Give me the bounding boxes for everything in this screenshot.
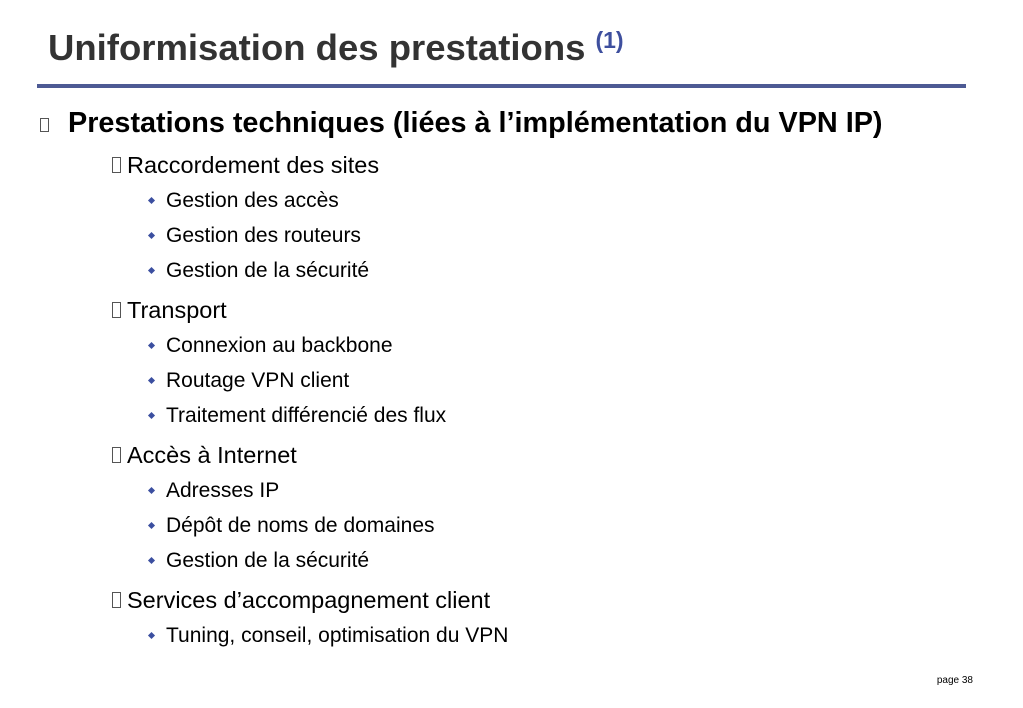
bullet-level3	[0, 363, 1023, 398]
bullet-level3	[0, 328, 1023, 363]
bullet-list	[0, 106, 1023, 653]
title-divider	[37, 84, 966, 88]
diamond-bullet-icon	[148, 412, 155, 419]
bullet-level1	[0, 106, 1023, 140]
diamond-bullet-icon	[148, 342, 155, 349]
box-bullet-icon	[112, 157, 121, 173]
slide-title-text: Uniformisation des prestations	[48, 27, 586, 68]
box-bullet-icon	[112, 302, 121, 318]
bullet-level3	[0, 508, 1023, 543]
bullet-level3	[0, 543, 1023, 578]
bullet-level1-text: Prestations techniques (liées à l’implémentation du VPN IP)	[68, 107, 883, 139]
bullet-level3	[0, 183, 1023, 218]
bullet-level3-text: Dépôt de noms de domaines	[166, 514, 435, 537]
bullet-level3	[0, 253, 1023, 288]
box-bullet-icon	[112, 447, 121, 463]
bullet-level2	[0, 582, 1023, 618]
box-bullet-icon	[40, 118, 49, 132]
diamond-bullet-icon	[148, 487, 155, 494]
bullet-group	[0, 292, 1023, 433]
bullet-level3	[0, 473, 1023, 508]
bullet-level3	[0, 618, 1023, 653]
bullet-level3-text: Traitement différencié des flux	[166, 404, 447, 427]
bullet-group	[0, 437, 1023, 578]
bullet-group	[0, 582, 1023, 653]
diamond-bullet-icon	[148, 377, 155, 384]
bullet-level3-text: Gestion des routeurs	[166, 224, 361, 247]
bullet-group	[0, 147, 1023, 288]
bullet-level3-text: Adresses IP	[166, 479, 280, 502]
bullet-level2-text: Services d’accompagnement client	[127, 587, 491, 613]
diamond-bullet-icon	[148, 232, 155, 239]
bullet-level2-text: Accès à Internet	[127, 442, 297, 468]
bullet-level3-text: Routage VPN client	[166, 369, 350, 392]
bullet-level2	[0, 437, 1023, 473]
bullet-level3-text: Gestion des accès	[166, 189, 339, 212]
bullet-level3	[0, 398, 1023, 433]
bullet-level2	[0, 292, 1023, 328]
diamond-bullet-icon	[148, 267, 155, 274]
page-number: page 38	[936, 675, 973, 686]
diamond-bullet-icon	[148, 197, 155, 204]
bullet-level2-text: Transport	[127, 297, 227, 323]
bullet-level3-text: Tuning, conseil, optimisation du VPN	[166, 624, 509, 647]
bullet-level2	[0, 147, 1023, 183]
bullet-level3-text: Connexion au backbone	[166, 334, 393, 357]
bullet-level3-text: Gestion de la sécurité	[166, 549, 370, 572]
bullet-level3-text: Gestion de la sécurité	[166, 259, 370, 282]
bullet-level2-text: Raccordement des sites	[127, 152, 380, 178]
diamond-bullet-icon	[148, 557, 155, 564]
diamond-bullet-icon	[148, 522, 155, 529]
slide-title: Uniformisation des prestations (1)	[48, 27, 624, 68]
diamond-bullet-icon	[148, 632, 155, 639]
bullet-level3	[0, 218, 1023, 253]
box-bullet-icon	[112, 592, 121, 608]
